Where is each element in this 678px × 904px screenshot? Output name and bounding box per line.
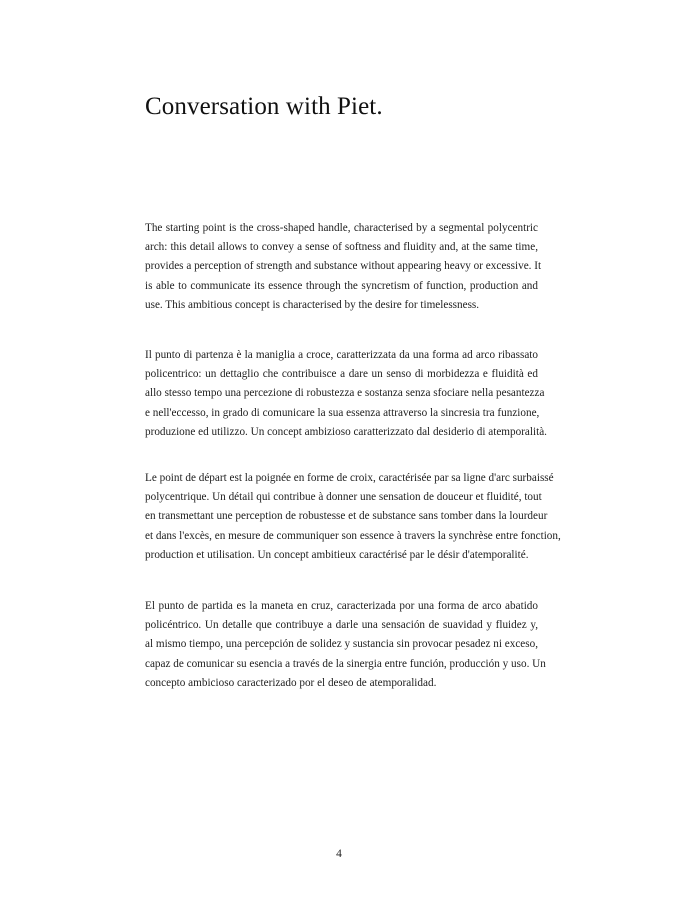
paragraph-french	[145, 469, 561, 565]
paragraph-line: El punto de partida es la maneta en cruz, caracterizada por una forma de arco abatido	[145, 600, 538, 612]
paragraph-line: polycentrique. Un détail qui contribue à donner une sensation de douceur et fluidité, tout	[145, 491, 542, 504]
paragraph-line: concepto ambicioso caracterizado por el deseo de atemporalidad.	[145, 676, 437, 689]
paragraph-line: arch: this detail allows to convey a sense of softness and fluidity and, at the same time,	[145, 241, 538, 254]
paragraph-line: produzione ed utilizzo. Un concept ambizioso caratterizzato dal desiderio di atemporalità.	[145, 425, 547, 438]
paragraph-line: capaz de comunicar su esencia a través de la sinergia entre función, producción y uso. Un	[145, 657, 546, 670]
paragraph-line: The starting point is the cross-shaped handle, characterised by a segmental polycentric	[145, 222, 538, 234]
paragraph-spanish	[145, 597, 546, 693]
paragraph-line: production et utilisation. Un concept ambitieux caractérisé par le désir d'atemporalité.	[145, 548, 529, 561]
paragraph-line: Il punto di partenza è la maniglia a croce, caratterizzata da una forma ad arco ribassato	[145, 349, 538, 361]
paragraph-line: policentrico: un dettaglio che contribuisce a dare un senso di morbidezza e fluidità ed	[145, 368, 538, 381]
paragraph-line: use. This ambitious concept is characterised by the desire for timelessness.	[145, 298, 480, 311]
paragraph-line: provides a perception of strength and substance without appearing heavy or excessive. It	[145, 260, 542, 273]
paragraph-line: is able to communicate its essence through the syncretism of function, production and	[145, 279, 538, 292]
paragraph-line: al mismo tiempo, una percepción de solidez y sustancia sin provocar pesadez ni exceso,	[145, 638, 538, 651]
paragraph-line: Le point de départ est la poignée en forme de croix, caractérisée par sa ligne d'arc surbaissé	[145, 472, 554, 484]
paragraph-line: allo stesso tempo una percezione di robustezza e sostanza senza sfociare nella pesantezza	[145, 387, 545, 400]
paragraph-line: et dans l'excès, en mesure de communiquer son essence à travers la synchrèse entre fonction,	[145, 529, 561, 542]
paragraph-line: en transmettant une perception de robustesse et de substance sans tomber dans la lourdeur	[145, 510, 548, 523]
paragraph-italian	[145, 346, 547, 442]
page-title: Conversation with Piet.	[145, 93, 383, 120]
paragraph-line: policéntrico. Un detalle que contribuye a darle una sensación de suavidad y fluidez y,	[145, 619, 538, 632]
paragraph-line: e nell'eccesso, in grado di comunicare la sua essenza attraverso la sincresia tra funzione,	[145, 406, 540, 419]
paragraph-english	[145, 219, 542, 315]
page-number: 4	[336, 848, 342, 860]
